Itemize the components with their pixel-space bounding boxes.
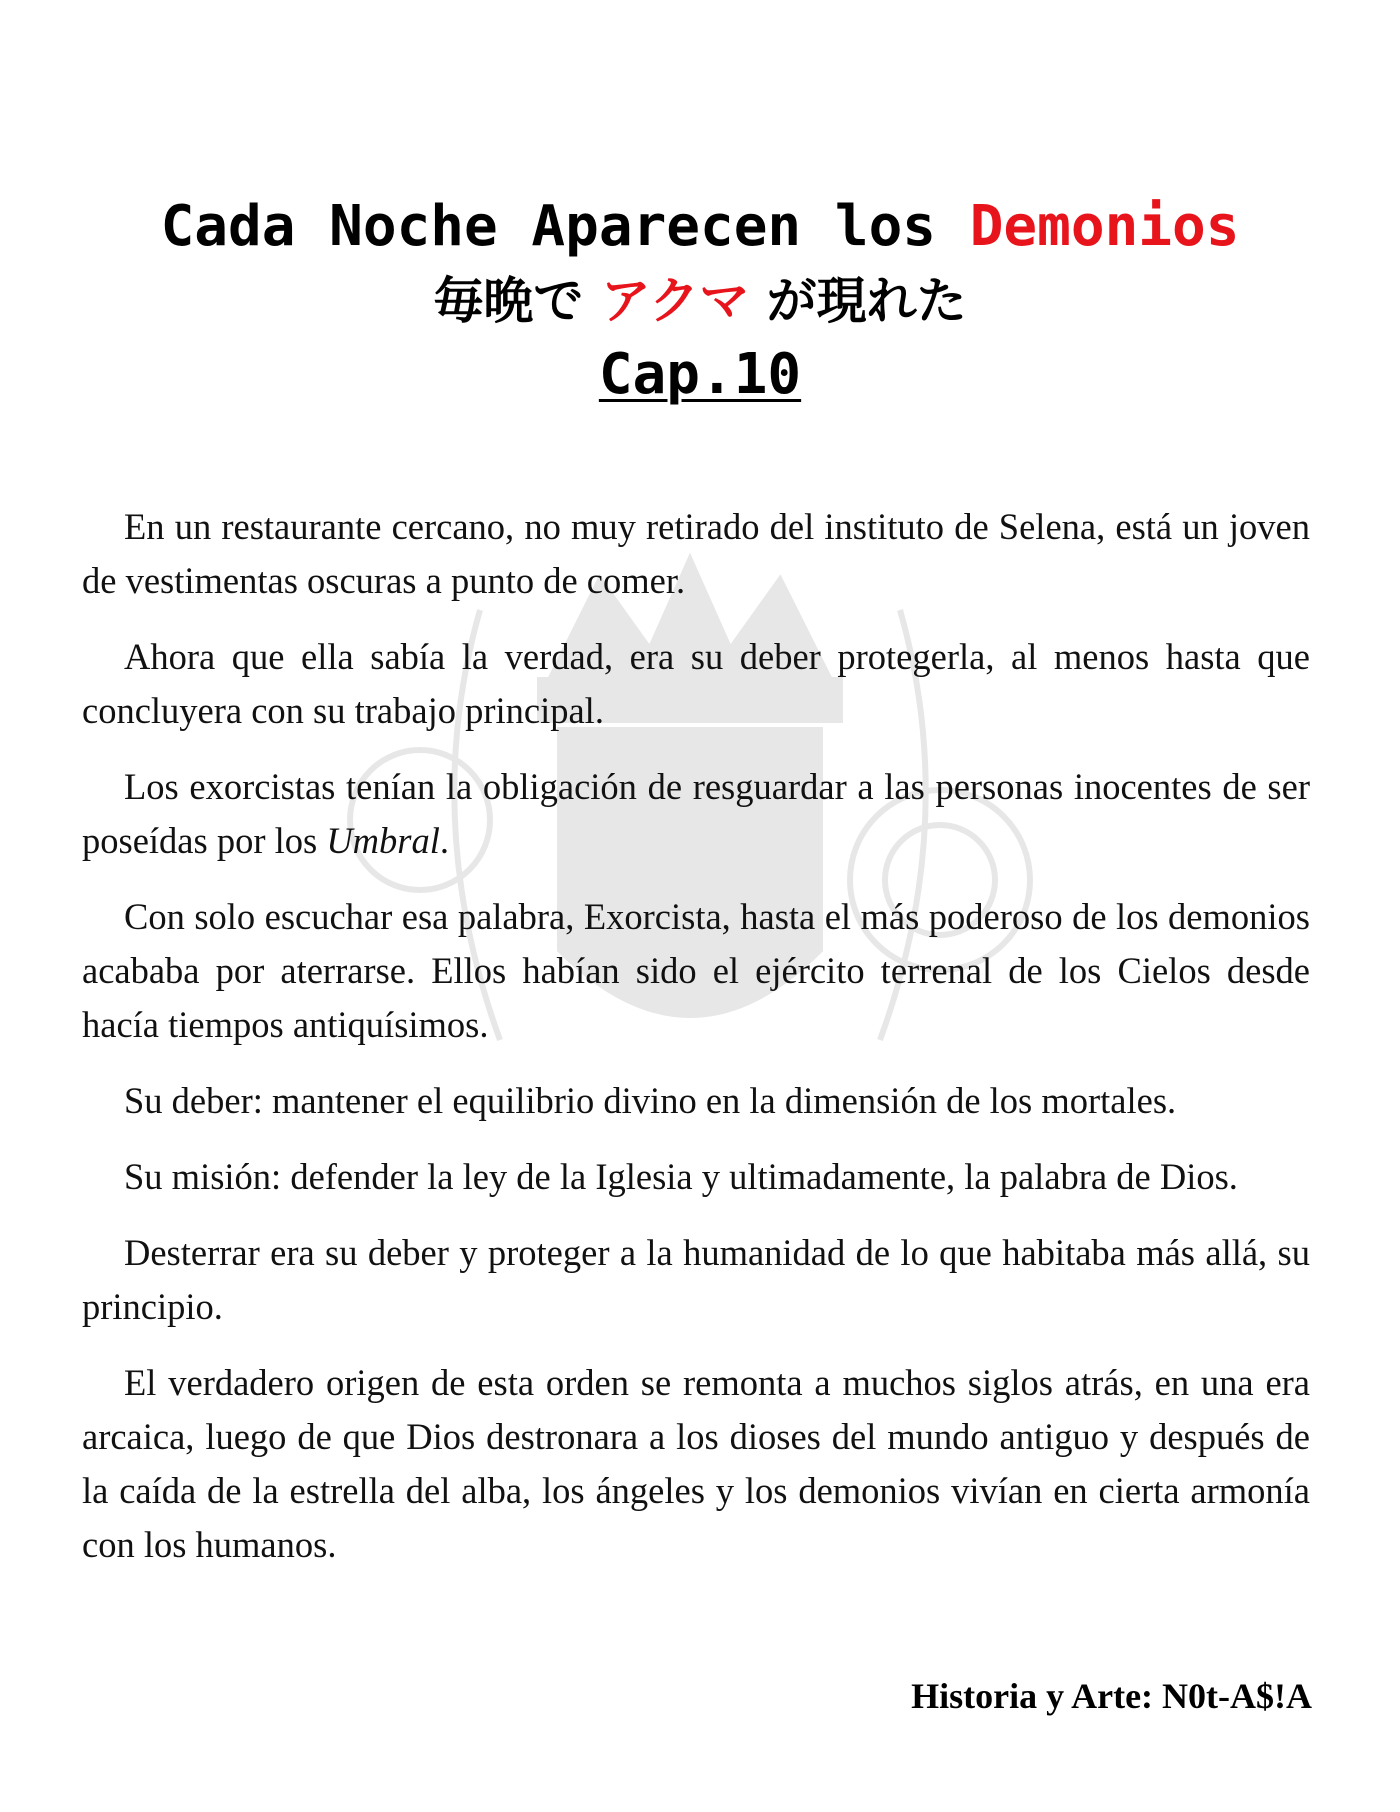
chapter-label: Cap.10	[598, 342, 802, 407]
paragraph-italic-term: Umbral	[326, 820, 440, 861]
title-spanish-accent: Demonios	[969, 194, 1240, 259]
title-spanish-prefix: Cada Noche Aparecen los	[160, 194, 970, 259]
title-block	[0, 190, 1400, 412]
title-japanese-accent: アクマ	[600, 272, 750, 330]
author-credit: Historia y Arte: N0t-A$!A	[911, 1676, 1312, 1716]
body-text	[82, 500, 1310, 1594]
paragraph: Su misión: defender la ley de la Iglesia y ultimadamente, la palabra de Dios.	[124, 1156, 1238, 1197]
paragraph: Con solo escuchar esa palabra, Exorcista, hasta el más poderoso de los demonios acababa por aterrarse. Ellos habían sido el ejército terrenal de los Cielos desde hacía tiempos antiquísimos.	[82, 896, 1310, 1045]
paragraph	[82, 760, 1310, 868]
paragraph: Desterrar era su deber y proteger a la humanidad de lo que habitaba más allá, su principio.	[82, 1232, 1310, 1327]
paragraph: En un restaurante cercano, no muy retirado del instituto de Selena, está un joven de vestimentas oscuras a punto de comer.	[82, 506, 1310, 601]
paragraph-text-end: .	[439, 820, 450, 861]
paragraph: El verdadero origen de esta orden se remonta a muchos siglos atrás, en una era arcaica, luego de que Dios destronara a los dioses del mundo antiguo y después de la caída de la estrella del alba, los ángeles y los demonios vivían en cierta armonía con los humanos.	[82, 1362, 1310, 1565]
title-japanese-prefix: 毎晩で	[433, 272, 601, 330]
title-japanese	[0, 264, 1400, 338]
paragraph: Ahora que ella sabía la verdad, era su deber protegerla, al menos hasta que concluyera con su trabajo principal.	[82, 636, 1310, 731]
chapter-line	[0, 338, 1400, 412]
title-spanish	[0, 190, 1400, 264]
paragraph-text: Los exorcistas tenían la obligación de resguardar a las personas inocentes de ser poseídas por los	[82, 766, 1310, 861]
title-japanese-suffix: が現れた	[749, 272, 967, 330]
paragraph: Su deber: mantener el equilibrio divino en la dimensión de los mortales.	[124, 1080, 1177, 1121]
